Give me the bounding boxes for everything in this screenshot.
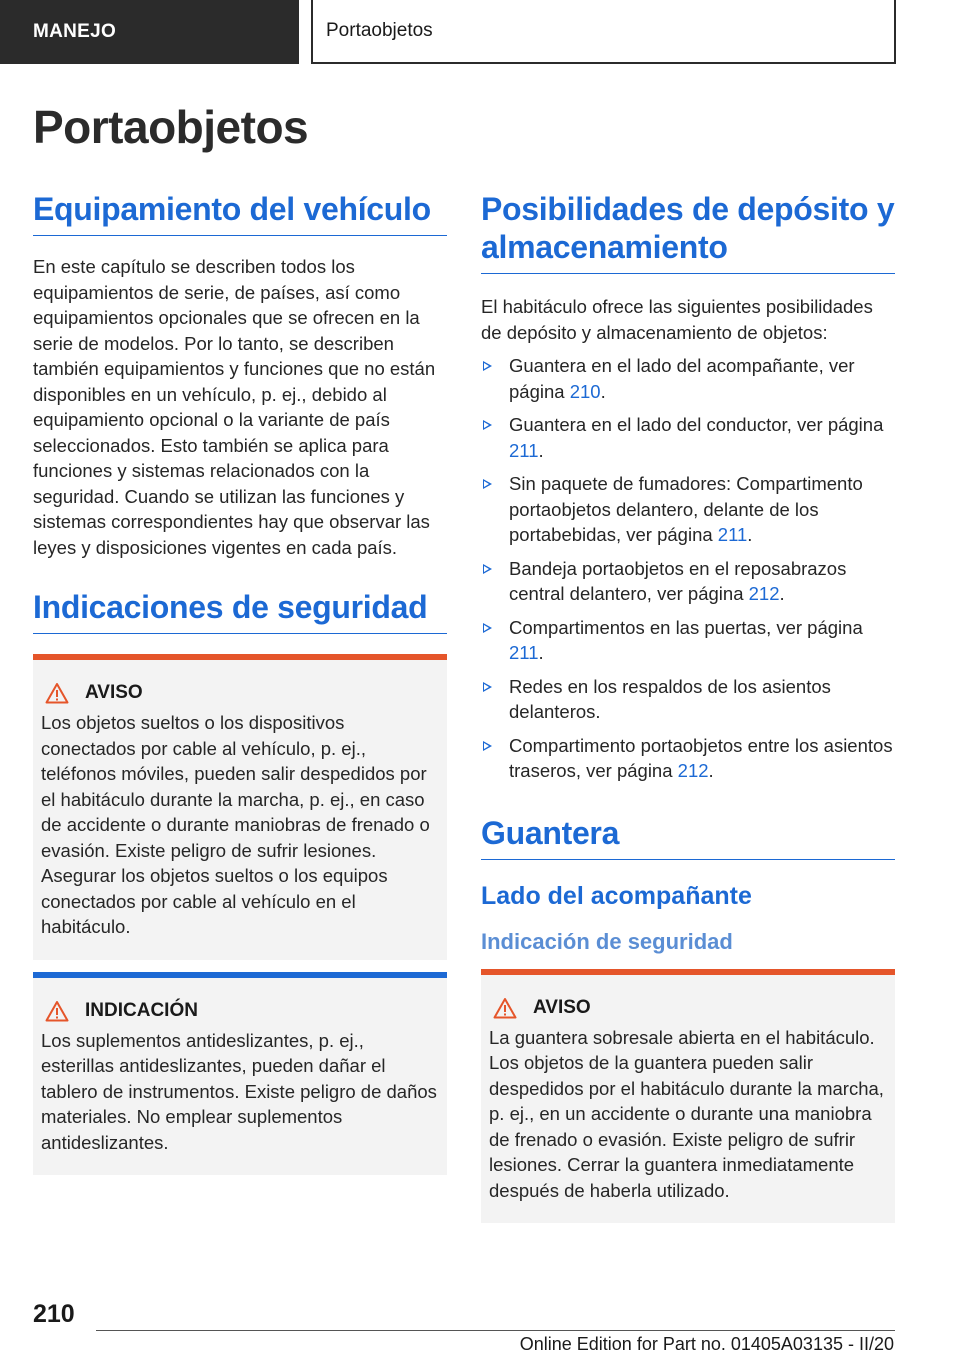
indicacion-title: INDICACIÓN — [85, 999, 198, 1021]
heading-guantera: Guantera — [481, 814, 895, 860]
section-label: MANEJO — [33, 21, 117, 42]
arrow-bullet-icon — [483, 623, 492, 633]
list-item: Guantera en el lado del conductor, ver página 211. — [481, 412, 895, 463]
list-item: Guantera en el lado del acompañante, ver página 210. — [481, 353, 895, 404]
page-link[interactable]: 210 — [569, 380, 601, 402]
posibilidades-intro: El habitáculo ofrece las siguientes posibilidades de depósito y almacenamiento de objetos: — [481, 296, 873, 343]
guantera-aviso-title: AVISO — [533, 996, 591, 1018]
warning-triangle-icon — [493, 997, 517, 1019]
page-link[interactable]: 211 — [509, 439, 539, 461]
page-link[interactable]: 212 — [748, 583, 780, 604]
arrow-bullet-icon — [483, 564, 492, 574]
aviso-text: Los objetos sueltos o los dispositivos conectados por cable al vehículo, p. ej., teléfonos móviles, pueden salir despedidos por el habitáculo durante la marcha, p. ej., en caso de accidente o durante maniobras de frenado o evasión. Existe peligro de sufrir lesiones. Asegurar los objetos sueltos o los equipos conectados por cable al vehículo en el habitáculo. — [41, 712, 430, 937]
page-link[interactable]: 212 — [677, 760, 709, 781]
heading-posibilidades: Posibilidades de depósito y almacenamiento — [481, 190, 895, 274]
page-link[interactable]: 211 — [717, 524, 748, 545]
list-item: Bandeja portaobjetos en el reposabrazos central delantero, ver página 212. — [481, 556, 895, 607]
indicacion-box-header — [41, 1000, 439, 1022]
list-item: Compartimentos en las puertas, ver página 211. — [481, 615, 895, 666]
footer-divider — [96, 1330, 895, 1331]
page-number: 210 — [33, 1300, 75, 1328]
list-item: Compartimento portaobjetos entre los asientos traseros, ver página 212. — [481, 733, 895, 784]
right-column — [481, 190, 895, 1223]
list-item: Sin paquete de fumadores: Compartimento portaobjetos delantero, delante de los portabebidas, ver página 211. — [481, 471, 895, 548]
arrow-bullet-icon — [483, 479, 492, 489]
storage-list — [481, 353, 895, 784]
guantera-aviso-header — [489, 997, 887, 1019]
heading-seguridad: Indicaciones de seguridad — [33, 588, 447, 634]
section-tab — [0, 0, 299, 64]
warning-triangle-icon — [45, 682, 69, 704]
page-link[interactable]: 211 — [509, 642, 539, 663]
list-item: Redes en los respaldos de los asientos delanteros. — [481, 674, 895, 725]
heading-equipamiento: Equipamiento del vehículo — [33, 190, 447, 236]
chapter-tab — [311, 0, 896, 64]
footer-edition: Online Edition for Part no. 01405A03135 - II/20 — [519, 1334, 894, 1354]
page-title: Portaobjetos — [33, 101, 309, 153]
aviso-box-header — [41, 682, 439, 704]
aviso-box — [33, 654, 447, 960]
chapter-label: Portaobjetos — [326, 20, 433, 41]
arrow-bullet-icon — [483, 361, 492, 371]
indicacion-text: Los suplementos antideslizantes, p. ej., esterillas antideslizantes, pueden dañar el tablero de instrumentos. Existe peligro de daños materiales. No emplear suplementos antideslizantes. — [41, 1029, 437, 1153]
aviso-title: AVISO — [85, 682, 143, 703]
heading-indicacion-seguridad: Indicación de seguridad — [481, 928, 733, 954]
left-column — [33, 190, 447, 1175]
heading-lado-acompanante: Lado del acompañante — [481, 881, 752, 910]
warning-triangle-icon — [45, 1000, 69, 1022]
arrow-bullet-icon — [483, 682, 492, 692]
guantera-aviso-box — [481, 969, 895, 1224]
arrow-bullet-icon — [483, 420, 492, 430]
indicacion-box — [33, 972, 447, 1176]
arrow-bullet-icon — [483, 741, 492, 751]
equipamiento-body: En este capítulo se describen todos los equipamientos de serie, de países, así como equipamientos opcionales que se ofrecen en la serie de modelos. Por lo tanto, se describen también equipamientos y funciones que no están disponibles en un vehículo, p. ej., debido al equipamiento opcional o la variante de país seleccionados. Esto también se aplica para funciones y sistemas relacionados con la seguridad. Cuando se utilizan las funciones y sistemas correspondientes hay que observar las leyes y disposiciones vigentes en cada país. — [33, 256, 436, 558]
guantera-aviso-text: La guantera sobresale abierta en el habitáculo. Los objetos de la guantera pueden salir despedidos por el habitáculo durante la marcha, p. ej., en un accidente o durante una maniobra de frenado o evasión. Existe peligro de sufrir lesiones. Cerrar la guantera inmediatamente después de haberla utilizado. — [489, 1026, 884, 1201]
